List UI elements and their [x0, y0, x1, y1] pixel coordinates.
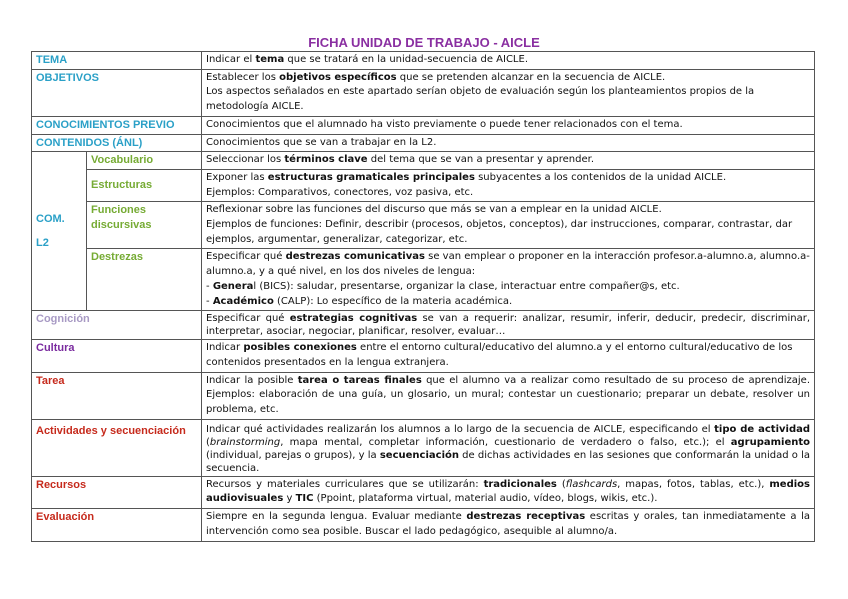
label-tema: TEMA [32, 52, 202, 70]
row-estructuras [32, 169, 815, 201]
row-cognicion [32, 311, 815, 340]
label-conocimientos: CONOCIMIENTOS PREVIO [32, 116, 202, 134]
row-destrezas [32, 249, 815, 311]
label-actividades: Actividades y secuenciación [32, 419, 202, 476]
row-funciones [32, 202, 815, 249]
desc-estructuras: Exponer las estructuras gramaticales principales subyacentes a los contenidos de la unidad AICLE. Ejemplos: Comparativos, conectores, voz pasiva, etc. [202, 169, 815, 201]
label-funciones: Funciones discursivas [87, 202, 202, 249]
label-contenidos: CONTENIDOS (ÁNL) [32, 134, 202, 152]
desc-conocimientos: Conocimientos que el alumnado ha visto previamente o puede tener relacionados con el tema. [202, 116, 815, 134]
row-evaluacion [32, 509, 815, 541]
label-objetivos: OBJETIVOS [32, 69, 202, 116]
desc-vocabulario: Seleccionar los términos clave del tema que se van a presentar y aprender. [202, 152, 815, 170]
label-destrezas: Destrezas [87, 249, 202, 311]
desc-objetivos: Establecer los objetivos específicos que se pretenden alcanzar en la secuencia de AICLE. Los aspectos señalados en este apartado serían objeto de evaluación según los planteamientos propios de la metodología AICLE. [202, 69, 815, 116]
row-cultura [32, 340, 815, 372]
label-evaluacion: Evaluación [32, 509, 202, 541]
worksheet-table [31, 51, 815, 542]
desc-destrezas: Especificar qué destrezas comunicativas se van emplear o proponer en la interacción profesor.a-alumno.a, alumno.a-alumno.a, y a qué nivel, en los dos niveles de lengua: - General (BICS): saludar, presentarse, organizar la clase, interactuar entre compañer@s, etc. - Académico (CALP): Lo específico de la materia académica. [202, 249, 815, 311]
row-objetivos [32, 69, 815, 116]
row-vocabulario [32, 152, 815, 170]
row-recursos [32, 476, 815, 508]
row-actividades [32, 419, 815, 476]
row-tarea [32, 372, 815, 419]
label-vocabulario: Vocabulario [87, 152, 202, 170]
desc-evaluacion: Siempre en la segunda lengua. Evaluar mediante destrezas receptivas escritas y orales, tan inmediatamente a la intervención como sea posible. Buscar el lado pedagógico, asequible al alumno/a. [202, 509, 815, 541]
desc-cognicion: Especificar qué estrategias cognitivas se van a requerir: analizar, resumir, inferir, deducir, predecir, discriminar, interpretar, asociar, negociar, planificar, resolver, evaluar… [202, 311, 815, 340]
desc-funciones: Reflexionar sobre las funciones del discurso que más se van a emplear en la unidad AICLE. Ejemplos de funciones: Definir, describir (procesos, objetos, conceptos), dar instrucciones, comparar, contrastar, dar ejemplos, argumentar, generalizar, categorizar, etc. [202, 202, 815, 249]
label-recursos: Recursos [32, 476, 202, 508]
document-title: FICHA UNIDAD DE TRABAJO - AICLE [308, 35, 540, 50]
row-tema [32, 52, 815, 70]
desc-tarea: Indicar la posible tarea o tareas finales que el alumno va a realizar como resultado de su proceso de aprendizaje. Ejemplos: elaboración de una guía, un glosario, un mural; contestar un cuestionario; preparar un debate, resolver un problema, etc. [202, 372, 815, 419]
row-conocimientos [32, 116, 815, 134]
desc-cultura: Indicar posibles conexiones entre el entorno cultural/educativo del alumno.a y el entorno cultural/educativo de los contenidos presentados en la lengua extranjera. [202, 340, 815, 372]
label-tarea: Tarea [32, 372, 202, 419]
label-com-l2 [32, 152, 87, 311]
desc-recursos: Recursos y materiales curriculares que se utilizarán: tradicionales (flashcards, mapas, fotos, tablas, etc.), medios audiovisuales y TIC (Ppoint, plataforma virtual, material audio, vídeo, blogs, wikis, etc.). [202, 476, 815, 508]
l2-label: L2 [36, 237, 49, 250]
desc-tema: Indicar el tema que se tratará en la unidad-secuencia de AICLE. [202, 52, 815, 70]
row-contenidos [32, 134, 815, 152]
label-estructuras: Estructuras [87, 169, 202, 201]
com-label: COM. [36, 212, 65, 225]
desc-contenidos: Conocimientos que se van a trabajar en la L2. [202, 134, 815, 152]
label-cognicion: Cognición [32, 311, 202, 340]
desc-actividades: Indicar qué actividades realizarán los alumnos a lo largo de la secuencia de AICLE, especificando el tipo de actividad (brainstorming, mapa mental, completar información, cuestionario de verdadero o falso, etc.); el agrupamiento (individual, parejas o grupos), y la secuenciación de dichas actividades en las sesiones que conformarán la unidad o la secuencia. [202, 419, 815, 476]
label-cultura: Cultura [32, 340, 202, 372]
